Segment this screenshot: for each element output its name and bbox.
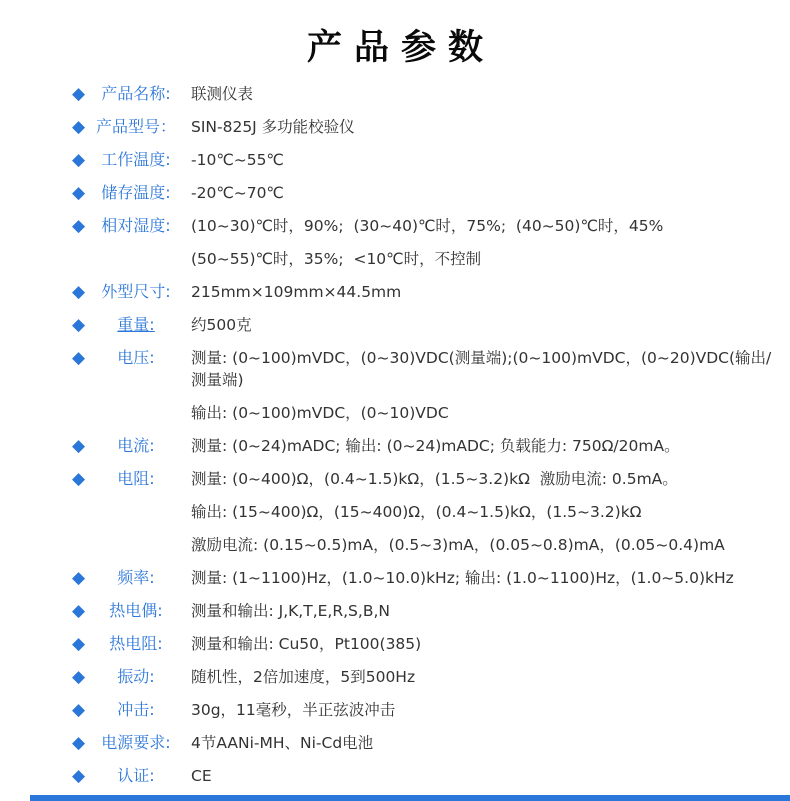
diamond-bullet-icon: ◆	[72, 469, 86, 489]
diamond-bullet-icon: ◆	[72, 601, 86, 621]
spec-value-line: 30g，11毫秒，半正弦波冲击	[191, 701, 396, 719]
diamond-bullet-icon: ◆	[72, 183, 86, 203]
spec-value	[176, 468, 782, 556]
diamond-bullet-icon: ◆	[72, 84, 86, 104]
diamond-bullet-icon: ◆	[72, 766, 86, 786]
bottom-accent-bar	[30, 795, 790, 801]
spec-label: 热电阻:	[109, 634, 163, 653]
spec-row	[72, 732, 782, 754]
spec-value-line: -10℃~55℃	[191, 151, 284, 169]
spec-label: 相对湿度:	[101, 216, 171, 235]
spec-row	[72, 215, 782, 270]
spec-value	[176, 149, 782, 171]
diamond-bullet-icon: ◆	[72, 216, 86, 236]
diamond-bullet-icon: ◆	[72, 634, 86, 654]
spec-value	[176, 435, 782, 457]
spec-row	[72, 666, 782, 688]
spec-value-line: 随机性，2倍加速度，5到500Hz	[191, 668, 416, 686]
spec-value	[176, 83, 782, 105]
spec-row	[72, 314, 782, 336]
spec-row	[72, 600, 782, 622]
spec-value	[176, 347, 782, 424]
spec-label: 热电偶:	[109, 601, 163, 620]
spec-value	[176, 567, 782, 589]
spec-value-line: -20℃~70℃	[191, 184, 284, 202]
spec-value	[176, 182, 782, 204]
spec-label: 重量:	[117, 315, 155, 334]
page-title: 产品参数	[306, 28, 495, 68]
spec-value	[176, 116, 782, 138]
spec-value	[176, 765, 782, 787]
spec-value-line: (10~30)℃时，90%; (30~40)℃时，75%; (40~50)℃时，45%	[191, 217, 664, 235]
spec-value-line: 测量和输出: J,K,T,E,R,S,B,N	[191, 602, 390, 620]
spec-value-line: 测量: (0~400)Ω，(0.4~1.5)kΩ，(1.5~3.2)kΩ 激励电流: 0.5mA。	[191, 470, 678, 488]
spec-row	[72, 765, 782, 787]
spec-label: 频率:	[117, 568, 155, 587]
spec-label: 电源要求:	[101, 733, 171, 752]
spec-row	[72, 347, 782, 424]
spec-value-line: 输出: (0~100)mVDC，(0~10)VDC	[191, 404, 449, 422]
spec-label: 产品型号：	[96, 117, 177, 136]
diamond-bullet-icon: ◆	[72, 117, 86, 137]
spec-row	[72, 435, 782, 457]
spec-row	[72, 281, 782, 303]
spec-value-line: 215mm×109mm×44.5mm	[191, 283, 402, 301]
spec-value	[176, 281, 782, 303]
diamond-bullet-icon: ◆	[72, 436, 86, 456]
spec-value-line: 测量: (1~1100)Hz，(1.0~10.0)kHz; 输出: (1.0~1100)Hz，(1.0~5.0)kHz	[191, 569, 734, 587]
spec-row	[72, 149, 782, 171]
spec-value	[176, 633, 782, 655]
spec-label: 认证:	[117, 766, 155, 785]
diamond-bullet-icon: ◆	[72, 150, 86, 170]
spec-value	[176, 666, 782, 688]
spec-value-line: 测量: (0~100)mVDC，(0~30)VDC(测量端);(0~100)mVDC，(0~20)VDC(输出/测量端)	[191, 349, 772, 389]
spec-value	[176, 215, 782, 270]
spec-row	[72, 699, 782, 721]
spec-label: 外型尺寸:	[101, 282, 171, 301]
spec-value-line: 4节AANi-MH、Ni-Cd电池	[191, 734, 374, 752]
spec-label: 产品名称:	[101, 84, 171, 103]
spec-value-line: 约500克	[191, 316, 252, 334]
spec-row	[72, 567, 782, 589]
spec-value-line: CE	[191, 767, 212, 785]
spec-row	[72, 633, 782, 655]
spec-label: 工作温度:	[101, 150, 171, 169]
spec-row	[72, 182, 782, 204]
diamond-bullet-icon: ◆	[72, 348, 86, 368]
spec-value	[176, 600, 782, 622]
spec-value-line: 输出: (15~400)Ω，(15~400)Ω，(0.4~1.5)kΩ，(1.5~3.2)kΩ	[191, 503, 642, 521]
diamond-bullet-icon: ◆	[72, 700, 86, 720]
spec-value-line: 激励电流: (0.15~0.5)mA，(0.5~3)mA，(0.05~0.8)mA，(0.05~0.4)mA	[191, 536, 725, 554]
spec-value	[176, 699, 782, 721]
spec-row	[72, 83, 782, 105]
spec-value-line: 联测仪表	[191, 85, 254, 103]
spec-value-line: (50~55)℃时，35%; <10℃时，不控制	[191, 250, 482, 268]
diamond-bullet-icon: ◆	[72, 282, 86, 302]
spec-row	[72, 116, 782, 138]
spec-value	[176, 314, 782, 336]
spec-value-line: 测量: (0~24)mADC; 输出: (0~24)mADC; 负载能力: 750Ω/20mA。	[191, 437, 680, 455]
spec-row	[72, 468, 782, 556]
spec-value	[176, 732, 782, 754]
spec-label: 电压:	[117, 348, 155, 367]
spec-value-line: 测量和输出: Cu50，Pt100(385)	[191, 635, 422, 653]
spec-label: 电阻:	[117, 469, 155, 488]
diamond-bullet-icon: ◆	[72, 568, 86, 588]
diamond-bullet-icon: ◆	[72, 733, 86, 753]
spec-list	[0, 83, 790, 787]
spec-label: 振动:	[117, 667, 155, 686]
diamond-bullet-icon: ◆	[72, 315, 86, 335]
spec-label: 储存温度:	[101, 183, 171, 202]
spec-label: 冲击:	[117, 700, 155, 719]
diamond-bullet-icon: ◆	[72, 667, 86, 687]
spec-label: 电流:	[117, 436, 155, 455]
spec-value-line: SIN-825J 多功能校验仪	[191, 118, 355, 136]
